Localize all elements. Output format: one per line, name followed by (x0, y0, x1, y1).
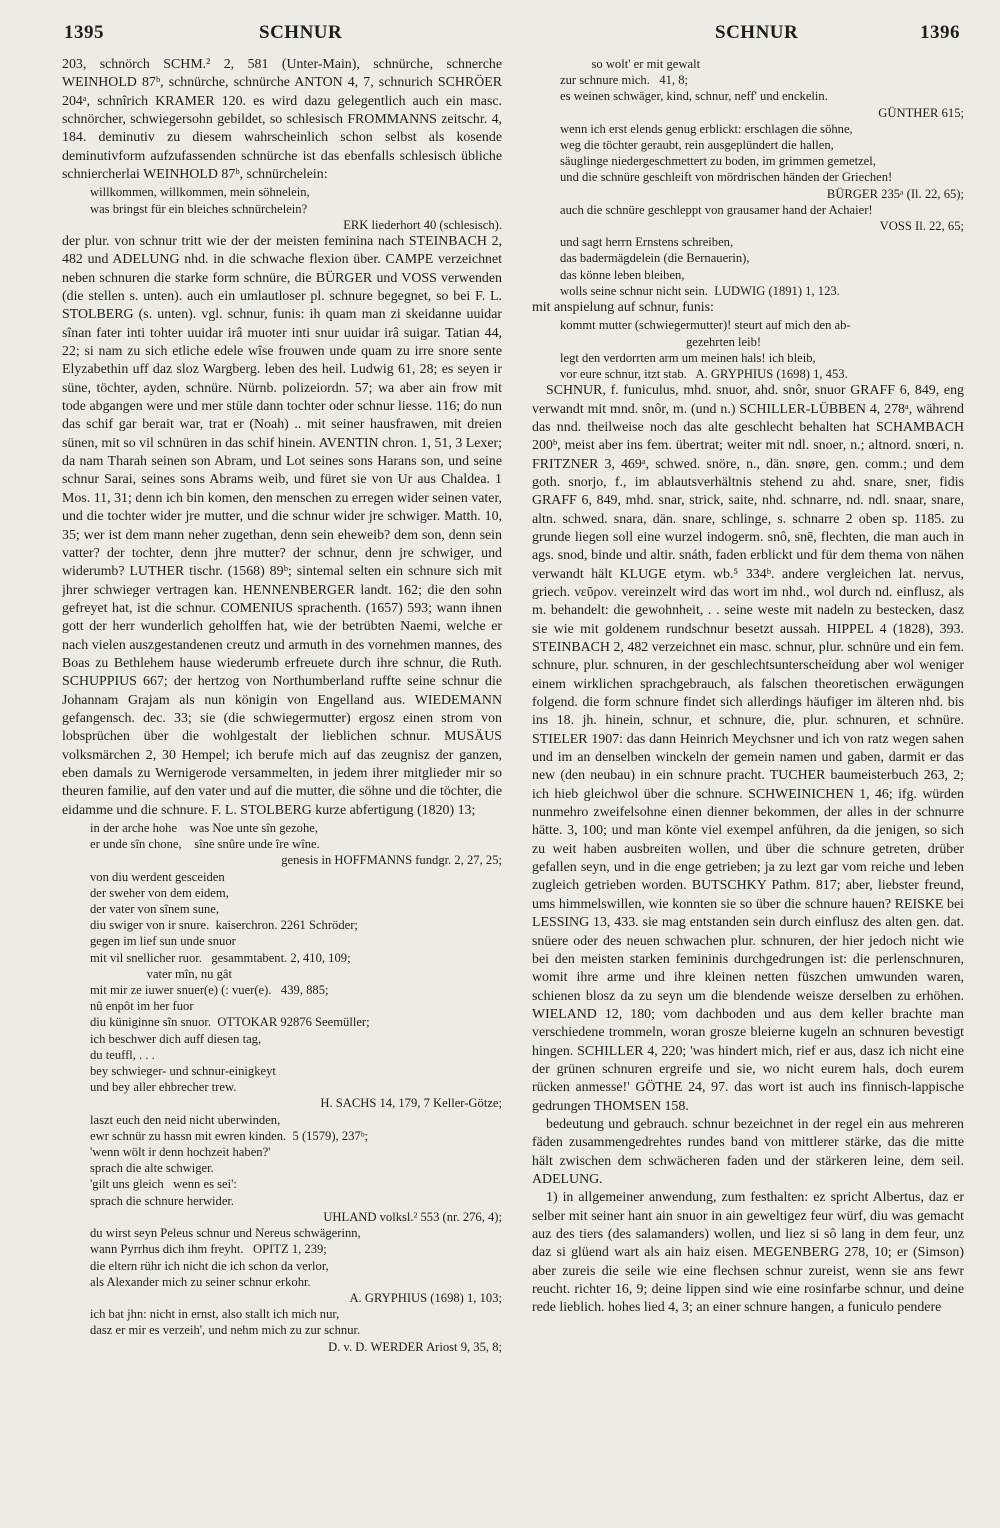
right-page-number: 1396 (920, 22, 960, 43)
verse-quote: willkommen, willkommen, mein söhnelein, was bringst für ein bleiches schnürchelein? (90, 185, 310, 216)
left-page-number: 1395 (64, 22, 104, 43)
citation-source: H. SACHS 14, 179, 7 Keller-Götze; (320, 1096, 502, 1111)
left-headword: SCHNUR (259, 22, 343, 43)
verse-quote: ich bat jhn: nicht in ernst, also stallt ich mich nur, dasz er mir es verzeih', und nehm mich zu zur schnur. (90, 1307, 361, 1338)
citation-source: ERK liederhort 40 (schlesisch). (343, 217, 502, 232)
entry-paragraph: SCHNUR, f. funiculus, mhd. snuor, ahd. snôr, snuor GRAFF 6, 849, eng verwandt mit mnd. snôr, m. (und n.) SCHILLER-LÜBBEN 4, 278ᵃ, während das nnd. theilweise noch das alte geschlecht behalten hat SCHAMBACH 200ᵇ, meist aber ins fem. übertrat; weiter mit ndl. snoer, n.; altnord. snœri, n. FRITZNER 3, 469ᵃ, schwed. snöre, n., dän. snøre, gen. comm.; und dem goth. snorjo, f., im ablautsverhältnis stehend zu ahd. snare, sner, fidis GRAFF 6, 849, mhd. snar, strick, saite, nhd. schnarre, nd. ndl. snaar, snare, altn. schwed. snara, dän. snare, schlinge, s. schnarre 2 oben sp. 1185. zu grunde liegen soll eine wurzel indogerm. snô, snē, flechten, die man auch in ags. snod, binde und altir. snáth, faden erblickt und für dem thema von nähen verwandt hält KLUGE etym. wb.⁵ 334ᵇ. andere vergleichen lat. nervus, griech. νεῦρον. vereinzelt wird das wort im nhd., wol durch nd. einflusz, als m. behandelt: die gewohnheit, . . seine weste mit nadeln zu bestecken, dasz sie wie mit goldenem rundschnur besetzt aussah. HIPPEL 4 (1828), 393. STEINBACH 2, 482 verzeichnet ein masc. schnur, plur. schnüre und ein fem. schnure, plur. schnuren, in der geschlechtsunterscheidung aber wol weniger einem wirklichen sprachgebrauch, als falschen theoretischen erwägungen folgend. die form schnure findet sich allerdings häufiger im älteren nhd. bis ins 18. jh. hinein, schnur, et schnure, die, plur. schnuren, et schnüre. STIELER 1907: das dann Heinrich Meychsner und ich von ratz wegen sahen und im an denselben winckeln der gemein namen und gaben, darmit er das new (den neubau) in ein schnure pracht. TUCHER baumeisterbuch 263, 2; ich hieb gleichwol über die schnure. SCHWEINICHEN 1, 46; ifg. würden nunmehro zweifelsohne einen dienner bekommen, der alles in der schnurre hätte. 3, 100; und man könte viel exempel anführen, da die jenigen, so sich zu weit haben ausbreiten wollen, und über die schnure getreten, drüber gefallen seyn, und in die enge getrieben; ja zu lezt gar vom reiche und leben zugleich getrieben worden. BUTSCHKY Pathm. 817; aber, liebster freund, ums himmelswillen, wie konnten sie so über die schnure hauen? REISKE bei LESSING 13, 433. sie mag entstanden sein durch einflusz des alten gen. dat. snüere oder des neuen schwachen plur. schnuren, der hier jedoch nicht wie bei den meisten starken femininis durchgedrungen ist: die perlenschnuren, womit ihre arme und ihre kleinen netten füszchen umwunden waren, schienen blosz da zu seyn um die blendende weisze derselben zu erhöhen. WIELAND 12, 180; vom dachboden und aus dem keller brachte man verschiedene trommeln, woran grosze bleierne kugeln an schnuren bevestigt hingen. SCHILLER 4, 220; 'was hindert mich, rief er aus, dasz ich nicht eine der grünen schnuren ergreife und sie, wo nicht eurem hals, doch eurem rücken anmesse!' GÖTHE 24, 97. das wort ist auch ins finnisch-lappische gedrungen THOMSEN 158. (532, 383, 964, 1114)
entry-paragraph: der plur. von schnur tritt wie der der meisten feminina nach STEINBACH 2, 482 und ADELUNG nhd. in die schwache flexion über. CAMPE verzeichnet neben schnuren die starke form schnüre, die BÜRGER und VOSS verwenden (die stellen s. unten). auch ein umlautloser pl. schnure begegnet, so bei F. L. STOLBERG (s. unten). vgl. schnur, funis: ih quam man zi skeidanne uuidar sînan fater inti tohter uuidar irâ muoter inti snur uuidar irâ suigar. Tatian 44, 22; si nam zu sich etliche edele wîse frouwen unde quam zu irre snore sente Elyzabethin uff daz sloz Wargberg. leben des heil. Ludwig 61, 28; es seyen ir süne, töchter, ayden, schnüre. Nürnb. polizeiordn. 57; wa aber ain frow mit tode abgangen were und mer stüle dann tochter oder schnur liesse. 116; do nun das schif gar berait war, trat er (Noah) .. mit seiner hausfrawen, mit dreien sünen, mit so vil schnüren in das schif hinein. AVENTIN chron. 1, 51, 3 Lexer; da nam Tharah seinen son Abram, und Lot seines sons Harans son, und seine schnur Sarai, seines sons Abrams weib, und füret sie von Ur aus Chaldea. 1 Mos. 11, 31; denn ich bin komen, den menschen zu erregen wider seinen vater, und die tochter wider jre mutter, und die schnur wider jre schwiger. Matth. 10, 35; wer ist dem mann neher zugethan, denn sein eheweib? dem son, denn sein vatter? der tochter, denn jhre mutter? der schnur, denn jre schwiger, und widerumb? LUTHER tischr. (1568) 89ᵇ; sintemal selten ein schnure sich mit jhrer schwieger vertragen kan. HENNENBERGER landt. 162; die den sohn gefreyet hat, ist die schnur. COMENIUS sprachenth. (1657) 593; wann ihnen gott der herr wunderlich geholffen hat, wie der betrübten Naemi, welche er nach vielen auszgestandenen creutz und armuth in des vornehmen mannes, des Boas zu Bethlehem hause wiederumb erfreuete durch ihre schnur, die Ruth. SCHUPPIUS 667; der hertzog von Northumberland ruffte seine schnur die Johannam Grajam als nun königin von Engelland aus. WIEDEMANN gefangensch. dec. 33; sie (die schwiegermutter) ergosz einen strom von lobsprüchen über die wohlgestalt der lieblichen schnur. MUSÄUS volksmärchen 2, 30 Hempel; ich berufe mich auf das zeugnisz der ganzen, eben damals zu Wernigerode versammelten, in jedem ihrer mitglieder mir so theuren familie, auf den vater und auf die mutter, die söhne und die töchter, die eidamme und die schnure. F. L. STOLBERG kurze abfertigung (1820) 13; (62, 234, 502, 818)
sense-paragraph: 1) in allgemeiner anwendung, zum festhalten: ez spricht Albertus, daz er selber mit seiner hant ain snuor in ain geweltigez feur würf, diu was gemacht auz des tiers (des salamanders) wollen, und liez si sô lang in dem feur, unz daz si glüend wart als ain haiz eisen. MEGENBERG 278, 10; er (Simson) aber zureis die seile wie eine flechsen schnur zureist, wenn sie ans fewr reucht. richter 16, 9; deine lippen sind wie eine rosinfarbe schnur, und deine rede lieblich. hohes lied 4, 3; an einer schnure hangen, a funiculo pendere (532, 1190, 964, 1316)
entry-paragraph: mit anspielung auf schnur, funis: (532, 300, 714, 316)
right-headword: SCHNUR (715, 22, 799, 43)
citation-source: A. GRYPHIUS (1698) 1, 103; (349, 1290, 502, 1305)
verse-quote: kommt mutter (schwiegermutter)! steurt auf mich den ab- gezehrten leib! legt den verdorrten arm um meinen hals! ich bleib, vor eure schnur, itzt stab. A. GRYPHIUS (1698) 1, 453. (560, 318, 851, 381)
citation-source: BÜRGER 235ᵃ (Il. 22, 65); (826, 186, 964, 201)
verse-quote: in der arche hohe was Noe unte sîn gezohe, er unde sîn chone, sîne snûre unde îre wîne. (90, 821, 320, 852)
right-column (532, 56, 964, 1516)
citation-source: VOSS Il. 22, 65; (879, 219, 964, 234)
verse-quote: so wolt' er mit gewalt zur schnure mich. 41, 8; es weinen schwäger, kind, schnur, neff' und enckelin. (560, 57, 828, 104)
left-column (62, 56, 502, 1516)
verse-quote: von diu werdent gesceiden der sweher von dem eidem, der vater von sînem sune, diu swiger von ir snure. kaiserchron. 2261 Schröder; gegen im lief sun unde snuor mit vil snellicher ruor. gesammtabent. 2, 410, 109; vater mîn, nu gât mit mir ze iuwer snuer(e) (: vuer(e). 439, 885; nû enpôt im her fuor diu küniginne sîn snuor. OTTOKAR 92876 Seemüller; ich beschwer dich auff diesen tag, du teuffl, . . . bey schwieger- und schnur-einigkeyt und bey aller ehbrecher trew. (90, 869, 370, 1095)
citation-source: UHLAND volksl.² 553 (nr. 276, 4); (323, 1209, 502, 1224)
verse-quote: und sagt herrn Ernstens schreiben, das badermägdelein (die Bernauerin), das könne leben bleiben, wolls seine schnur nicht sein. LUDWIG (1891) 1, 123. (560, 235, 840, 298)
sense-paragraph: bedeutung und gebrauch. schnur bezeichnet in der regel ein aus mehreren fäden zusammengedrehtes rundes band von mittlerer stärke, das die mitte hält zwischen dem schwächeren faden und der stärkeren leine, dem seil. ADELUNG. (532, 1116, 964, 1187)
citation-source: GÜNTHER 615; (878, 105, 964, 120)
citation-source: genesis in HOFFMANNS fundgr. 2, 27, 25; (281, 853, 502, 868)
verse-quote: auch die schnüre geschleppt von grausamer hand der Achaier! (560, 202, 873, 217)
verse-quote: du wirst seyn Peleus schnur und Nereus schwägerinn, wann Pyrrhus dich ihm freyht. OPITZ 1, 239; die eltern rühr ich nicht die ich schon da verlor, als Alexander mich zu seiner schnur erkohr. (90, 1226, 361, 1289)
citation-source: D. v. D. WERDER Ariost 9, 35, 8; (328, 1339, 502, 1354)
entry-paragraph: 203, schnörch SCHM.² 2, 581 (Unter-Main), schnürche, schnerche WEINHOLD 87ᵇ, schnürche, schnürche ANTON 4, 7, schnurich SCHRÖER 204ᵃ, schnîrich KRAMER 120. es wird dazu gelegentlich auch ein masc. schnörcher, schwiegersohn gebildet, so schlesisch FROMMANNS zeitschr. 4, 184. deminutiv zu diesem wahrscheinlich schon selbst als kosende deminutivform aufzufassenden schnürche ist das ebenfalls schlesisch übliche schniercherlai WEINHOLD 87ᵇ, schnürchelein: (62, 57, 502, 183)
verse-quote: wenn ich erst elends genug erblickt: erschlagen die söhne, weg die töchter geraubt, rein ausgeplündert die hallen, säuglinge niedergeschmettert zu boden, im grimmen gemetzel, und die schnüre geschleift von mördrischen händen der Griechen! (560, 121, 893, 185)
verse-quote: laszt euch den neid nicht uberwinden, ewr schnür zu hassn mit ewren kinden. 5 (1579), 237ᵇ; 'wenn wölt ir denn hochzeit haben?' sprach die alte schwiger. 'gilt uns gleich wenn es sei': sprach die schnure herwider. (90, 1112, 369, 1208)
